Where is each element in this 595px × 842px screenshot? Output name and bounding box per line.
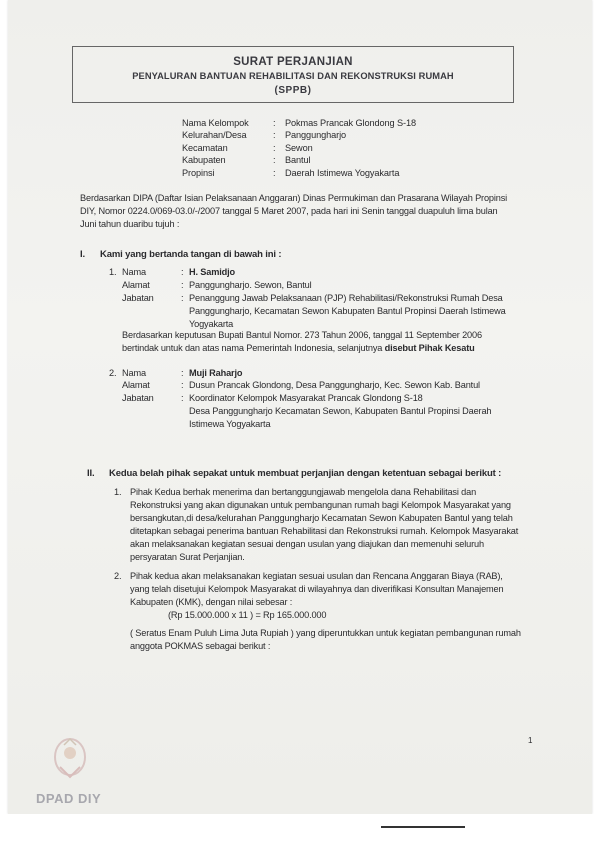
party-1-basis [122, 343, 475, 355]
item-1-line: akan melaksanakan kegiatan sesuai dengan usulan yang diajukan dan memenuhi seluruh [130, 539, 484, 549]
item-2-words: anggota POKMAS sebagai berikut : [130, 641, 271, 651]
info-label: Kelurahan/Desa [182, 130, 247, 140]
item-2-line: yang telah disetujui Kelompok Masyarakat di wilayahnya dan diverifikasi Konsultan Manajemen [130, 584, 504, 594]
info-colon: : [273, 155, 276, 165]
item-1-line: persyaratan Surat Perjanjian. [130, 552, 245, 562]
item-1-line: Pihak Kedua berhak menerima dan bertanggungjawab mengelola dana Rehabilitasi dan [130, 487, 477, 497]
page-number: 1 [528, 736, 533, 745]
section-number: I. [80, 249, 85, 260]
item-1-line: ditetapkan sebagai penerima bantuan Rehabilitasi dan Rekonstruksi rumah. Kelompok Masyarakat [130, 526, 519, 536]
item-number: 1. [114, 487, 122, 497]
field-label: Alamat [122, 380, 150, 390]
watermark-text: DPAD DIY [36, 791, 102, 806]
section-heading: Kedua belah pihak sepakat untuk membuat perjanjian dengan ketentuan sebagai berikut : [109, 468, 502, 479]
info-label: Nama Kelompok [182, 118, 249, 128]
info-value: Panggungharjo [285, 130, 347, 140]
info-colon: : [273, 168, 276, 178]
section-heading: Kami yang bertanda tangan di bawah ini : [100, 249, 282, 260]
party-1-address: Panggungharjo. Sewon, Bantul [189, 280, 312, 290]
title-box [72, 46, 514, 103]
info-colon: : [273, 143, 276, 153]
info-value: Sewon [285, 143, 313, 153]
party-1-position: Yogyakarta [189, 319, 234, 329]
field-label: Jabatan [122, 393, 154, 403]
info-colon: : [273, 118, 276, 128]
item-number: 2. [114, 571, 122, 581]
info-value: Pokmas Prancak Glondong S-18 [285, 118, 417, 128]
document-title: SURAT PERJANJIAN [233, 56, 353, 68]
field-label: Nama [122, 267, 146, 277]
field-colon: : [181, 267, 184, 277]
page-footer [0, 814, 595, 842]
field-label: Alamat [122, 280, 150, 290]
item-2-words: ( Seratus Enam Puluh Lima Juta Rupiah ) yang diperuntukkan untuk kegiatan pembangunan rumah [130, 628, 521, 638]
item-1-line: Rekonstruksi yang akan digunakan untuk pembangunan rumah bagi Kelompok Masyarakat yang [130, 500, 511, 510]
footer-rule [381, 826, 465, 828]
party-2-position: Koordinator Kelompok Masyarakat Prancak Glondong S-18 [189, 393, 423, 403]
intro-line: Berdasarkan DIPA (Daftar Isian Pelaksanaan Anggaran) Dinas Permukiman dan Prasarana Wilayah Propinsi [80, 193, 508, 203]
intro-line: DIY, Nomor 0224.0/069-03.0/-/2007 tanggal 5 Maret 2007, pada hari ini Senin tanggal duapuluh lima bulan [80, 206, 498, 216]
party-1-name: H. Samidjo [189, 267, 235, 277]
field-colon: : [181, 380, 184, 390]
party-2-position: Desa Panggungharjo Kecamatan Sewon, Kabupaten Bantul Propinsi Daerah [189, 406, 492, 416]
party-2-address: Dusun Prancak Glondong, Desa Panggungharjo, Kec. Sewon Kab. Bantul [189, 380, 480, 390]
seal-emblem [50, 735, 90, 783]
info-value: Bantul [285, 155, 311, 165]
item-1-line: bersangkutan,di desa/kelurahan Panggungharjo Kecamatan Sewon Kabupaten Bantul yang telah [130, 513, 513, 523]
info-colon: : [273, 130, 276, 140]
party-1-basis: Berdasarkan keputusan Bupati Bantul Nomor. 273 Tahun 2006, tanggal 11 September 2006 [122, 330, 482, 340]
info-value: Daerah Istimewa Yogyakarta [285, 168, 400, 178]
item-2-line: Kabupaten (KMK), dengan nilai sebesar : [130, 597, 293, 607]
party-number: 2. [109, 368, 117, 378]
party-2-position: Istimewa Yogyakarta [189, 419, 271, 429]
field-colon: : [181, 280, 184, 290]
party-2-name: Muji Raharjo [189, 368, 243, 378]
party-1-position: Penanggung Jawab Pelaksanaan (PJP) Rehabilitasi/Rekonstruksi Rumah Desa [189, 293, 503, 303]
field-label: Jabatan [122, 293, 154, 303]
item-2-line: Pihak kedua akan melaksanakan kegiatan sesuai usulan dan Rencana Anggaran Biaya (RAB), [130, 571, 503, 581]
document-subtitle: PENYALURAN BANTUAN REHABILITASI DAN REKONSTRUKSI RUMAH [132, 71, 454, 81]
section-number: II. [87, 468, 95, 479]
info-label: Kabupaten [182, 155, 226, 165]
party-1-position: Panggungharjo, Kecamatan Sewon Kabupaten Bantul Propinsi Daerah Istimewa [189, 306, 506, 316]
intro-line: Juni tahun duaribu tujuh : [80, 219, 180, 229]
basis-text: bertindak untuk dan atas nama Pemerintah Indonesia, selanjutnya [122, 343, 383, 353]
item-2-amount: (Rp 15.000.000 x 11 ) = Rp 165.000.000 [168, 610, 327, 620]
document-code: (SPPB) [274, 85, 312, 96]
info-label: Kecamatan [182, 143, 228, 153]
party-1-designation: disebut Pihak Kesatu [384, 343, 475, 353]
field-colon: : [181, 368, 184, 378]
field-colon: : [181, 293, 184, 303]
info-label: Propinsi [182, 168, 215, 178]
field-colon: : [181, 393, 184, 403]
field-label: Nama [122, 368, 146, 378]
party-number: 1. [109, 267, 117, 277]
